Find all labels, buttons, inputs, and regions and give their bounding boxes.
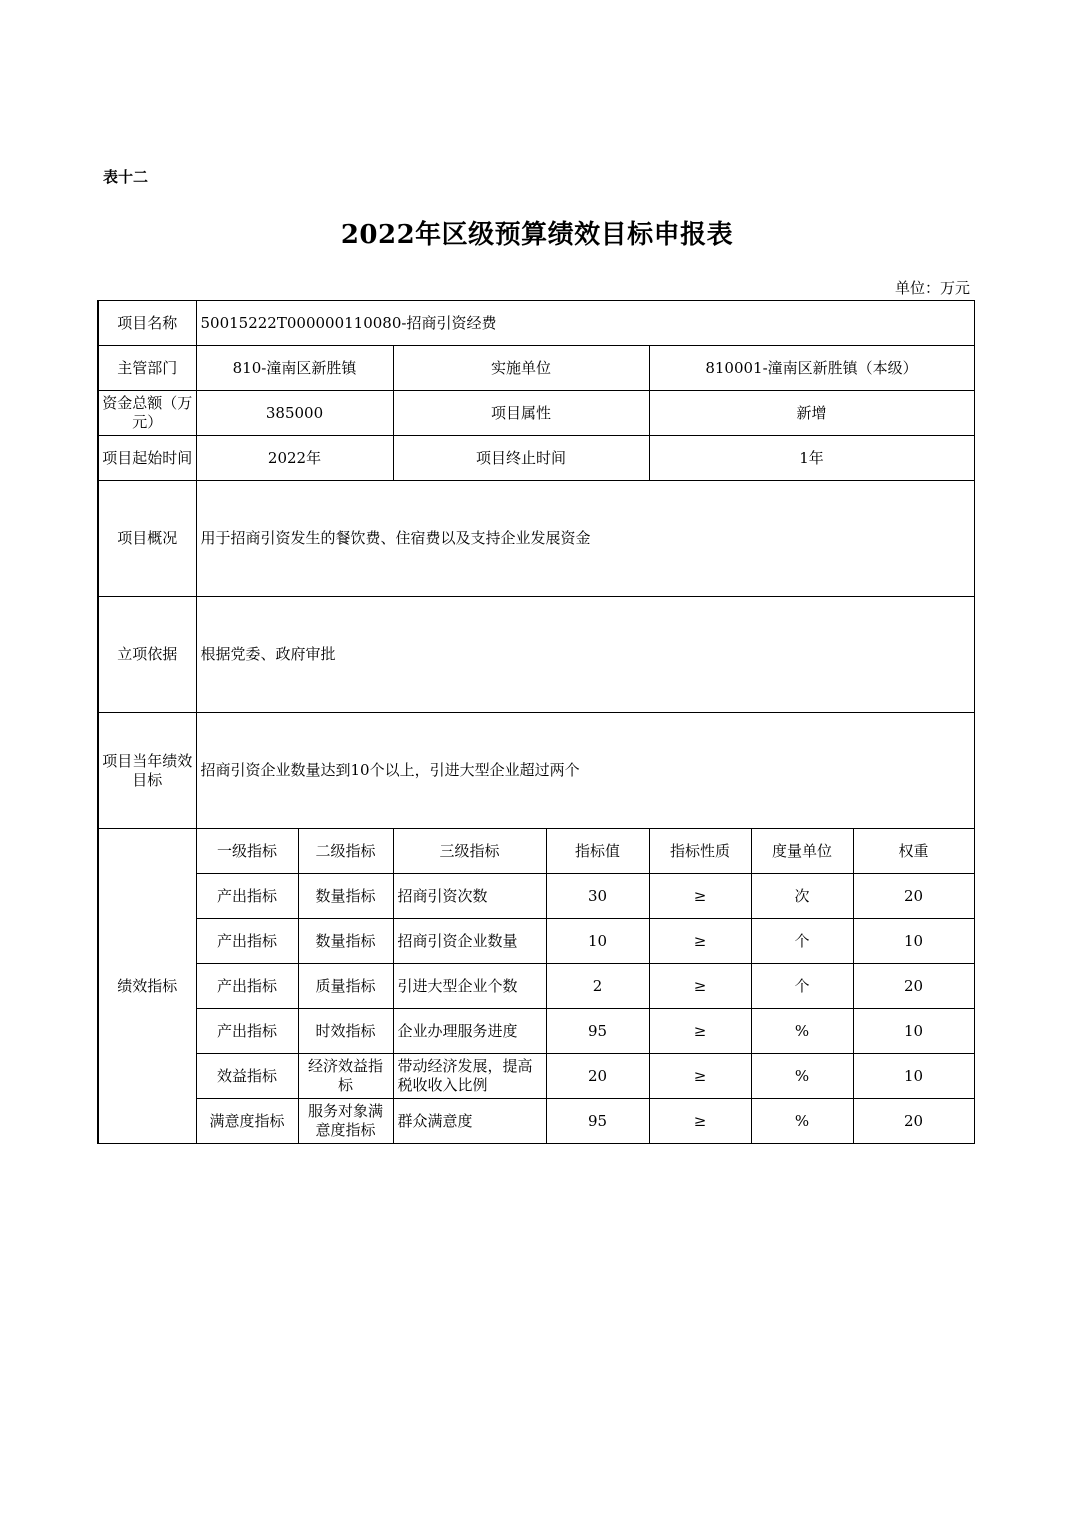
overview-label: 项目概况 bbox=[98, 481, 196, 597]
level1-cell: 产出指标 bbox=[196, 919, 298, 964]
level1-cell: 产出指标 bbox=[196, 964, 298, 1009]
level3-cell: 招商引资企业数量 bbox=[393, 919, 546, 964]
level2-cell: 经济效益指标 bbox=[298, 1054, 393, 1099]
weight-cell: 10 bbox=[853, 1009, 974, 1054]
header-value: 指标值 bbox=[546, 829, 649, 874]
basis-label: 立项依据 bbox=[98, 597, 196, 713]
performance-row bbox=[98, 919, 974, 964]
performance-row bbox=[98, 1054, 974, 1099]
value-cell: 2 bbox=[546, 964, 649, 1009]
start-value: 2022年 bbox=[196, 436, 393, 481]
level2-cell: 质量指标 bbox=[298, 964, 393, 1009]
nature-cell: ≥ bbox=[649, 874, 751, 919]
unit-cell: 个 bbox=[751, 919, 853, 964]
level2-cell: 数量指标 bbox=[298, 919, 393, 964]
level3-cell: 带动经济发展，提高税收收入比例 bbox=[393, 1054, 546, 1099]
level2-cell: 时效指标 bbox=[298, 1009, 393, 1054]
row-goal bbox=[98, 713, 974, 829]
level1-cell: 效益指标 bbox=[196, 1054, 298, 1099]
value-cell: 20 bbox=[546, 1054, 649, 1099]
unit-cell: % bbox=[751, 1099, 853, 1144]
nature-cell: ≥ bbox=[649, 1009, 751, 1054]
performance-row bbox=[98, 1099, 974, 1144]
level1-cell: 满意度指标 bbox=[196, 1099, 298, 1144]
value-cell: 95 bbox=[546, 1099, 649, 1144]
dept-value: 810-潼南区新胜镇 bbox=[196, 346, 393, 391]
budget-performance-table bbox=[97, 300, 975, 1144]
level1-cell: 产出指标 bbox=[196, 874, 298, 919]
header-level3: 三级指标 bbox=[393, 829, 546, 874]
row-overview bbox=[98, 481, 974, 597]
end-label: 项目终止时间 bbox=[393, 436, 649, 481]
nature-cell: ≥ bbox=[649, 919, 751, 964]
end-value: 1年 bbox=[649, 436, 974, 481]
level3-cell: 企业办理服务进度 bbox=[393, 1009, 546, 1054]
fund-label: 资金总额（万元） bbox=[98, 391, 196, 436]
value-cell: 10 bbox=[546, 919, 649, 964]
performance-row bbox=[98, 874, 974, 919]
nature-cell: ≥ bbox=[649, 1099, 751, 1144]
level2-cell: 数量指标 bbox=[298, 874, 393, 919]
dept-label: 主管部门 bbox=[98, 346, 196, 391]
project-name-label: 项目名称 bbox=[98, 301, 196, 346]
start-label: 项目起始时间 bbox=[98, 436, 196, 481]
level1-cell: 产出指标 bbox=[196, 1009, 298, 1054]
goal-label: 项目当年绩效目标 bbox=[98, 713, 196, 829]
header-level2: 二级指标 bbox=[298, 829, 393, 874]
table-number: 表十二 bbox=[103, 168, 149, 186]
attr-label: 项目属性 bbox=[393, 391, 649, 436]
value-cell: 30 bbox=[546, 874, 649, 919]
impl-label: 实施单位 bbox=[393, 346, 649, 391]
value-cell: 95 bbox=[546, 1009, 649, 1054]
performance-label: 绩效指标 bbox=[98, 829, 196, 1144]
header-weight: 权重 bbox=[853, 829, 974, 874]
fund-value: 385000 bbox=[196, 391, 393, 436]
performance-header-row bbox=[98, 829, 974, 874]
overview-value: 用于招商引资发生的餐饮费、住宿费以及支持企业发展资金 bbox=[196, 481, 974, 597]
level3-cell: 群众满意度 bbox=[393, 1099, 546, 1144]
level3-cell: 引进大型企业个数 bbox=[393, 964, 546, 1009]
nature-cell: ≥ bbox=[649, 1054, 751, 1099]
page-title: 2022年区级预算绩效目标申报表 bbox=[340, 220, 734, 250]
header-level1: 一级指标 bbox=[196, 829, 298, 874]
header-unit: 度量单位 bbox=[751, 829, 853, 874]
unit-cell: 次 bbox=[751, 874, 853, 919]
weight-cell: 20 bbox=[853, 874, 974, 919]
project-name-value: 50015222T000000110080-招商引资经费 bbox=[196, 301, 974, 346]
attr-value: 新增 bbox=[649, 391, 974, 436]
unit-cell: 个 bbox=[751, 964, 853, 1009]
level2-cell: 服务对象满意度指标 bbox=[298, 1099, 393, 1144]
weight-cell: 10 bbox=[853, 1054, 974, 1099]
weight-cell: 10 bbox=[853, 919, 974, 964]
weight-cell: 20 bbox=[853, 1099, 974, 1144]
row-department bbox=[98, 346, 974, 391]
performance-row bbox=[98, 1009, 974, 1054]
row-project-name bbox=[98, 301, 974, 346]
nature-cell: ≥ bbox=[649, 964, 751, 1009]
impl-value: 810001-潼南区新胜镇（本级） bbox=[649, 346, 974, 391]
row-time bbox=[98, 436, 974, 481]
unit-cell: % bbox=[751, 1054, 853, 1099]
unit-label: 单位：万元 bbox=[894, 279, 970, 297]
row-basis bbox=[98, 597, 974, 713]
row-fund bbox=[98, 391, 974, 436]
performance-row bbox=[98, 964, 974, 1009]
level3-cell: 招商引资次数 bbox=[393, 874, 546, 919]
header-nature: 指标性质 bbox=[649, 829, 751, 874]
goal-value: 招商引资企业数量达到10个以上，引进大型企业超过两个 bbox=[196, 713, 974, 829]
unit-cell: % bbox=[751, 1009, 853, 1054]
weight-cell: 20 bbox=[853, 964, 974, 1009]
basis-value: 根据党委、政府审批 bbox=[196, 597, 974, 713]
